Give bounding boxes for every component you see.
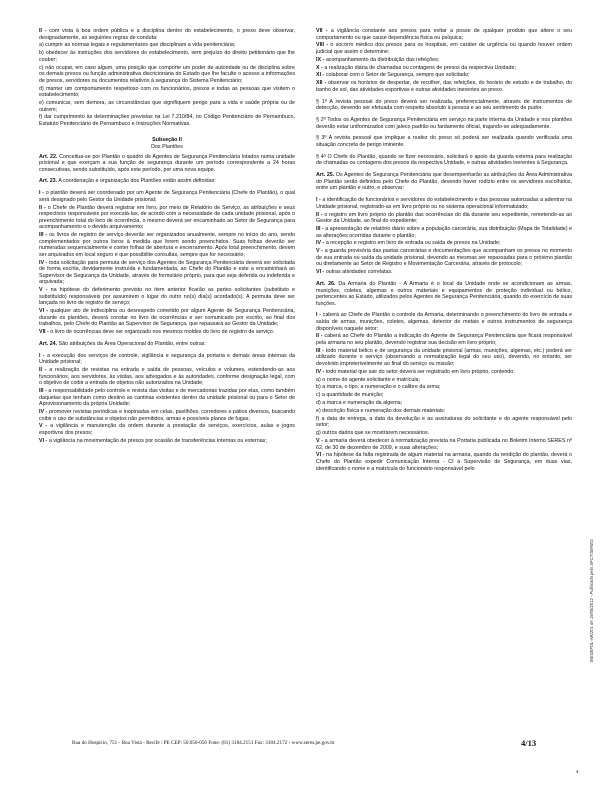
paragraph: d) a marca e numeração da algema; [316,400,403,407]
paragraph: f) a data de entrega, a data da devolução e as assinaturas do solicitante e do agente responsável pelo setor; [316,415,572,429]
paragraph: V - a armaria deverá obedecer à normatização prevista na Portaria publicada no Boletim Interno SERES nº 62, de 30 de dezembro de 2009, e suas alterações; [316,438,572,451]
side-annotation: BIESEFOL-AR/201 de 19/08/2012 - Publicado pela SPCT/SERES [589,539,594,662]
paragraph: I - caberá ao Chefe de Plantão o controle da Armaria, determinando o preenchimento do livro de entrada e saída de armas, munições, coletes, algemas, detector de metais e outros instrumentos de segurança disponíveis naquele setor; [316,312,572,332]
paragraph: VI - outras atividades correlatas. [316,269,393,276]
subsection-heading [39,137,295,150]
article-23: Art. 23. A coordenação e organização dos Plantões estão assim definidas: [39,178,216,185]
paragraph: g) outros dados que se mostrarem necessários. [316,430,430,437]
article-24: Art. 24. São atribuições da Área Operacional do Plantão, entre outras: [39,340,206,347]
paragraph: II - o Chefe de Plantão deverá registrar em livro, por meio de Relatório de Serviço, as atribuições e seus respectivos responsáveis por executá-las, de acordo com a necessidade de cada unidade prisional, após o preenchimento total do livro de ocorrência, o mesmo deverá ser encaminhado ao Setor de Segurança para acompanhamento e o devido arquivamento; [39,204,296,231]
paragraph: I - o plantão deverá ser coordenado por um Agente de Segurança Penitenciária (Chefe do Plantão), o qual será designado pelo Gestor da Unidade prisional; [39,190,295,203]
paragraph: VIII - o socorro médico dos presos para os hospitais, em caráter de urgência ou quando houver ordem judicial que assim o determine; [316,42,572,55]
paragraph: II - com vista à boa ordem pública e a disciplina dentro do estabelecimento, o preso deve observar, designadamente, as seguintes regras de conduta: [39,28,295,41]
paragraph: V - na hipótese do deferimento previsto no item anterior ficarão as partes solicitantes (substituto e substituído) responsáveis por assumirem o lugar do outro no(s) dia(s) acordado(s). A permuta deve ser lançada no livro de registro de serviço; [39,287,295,307]
paragraph: IV - a recepção e registro em livro de entrada ou saída de presos na Unidade; [316,240,501,247]
paragraph-1: § 1º A revista pessoal do preso deverá ser realizada, preferencialmente, através de instrumentos de detecção, devendo ser efetuada com respeito absoluto à pessoa e ao seu sentimento de pudor. [316,98,572,112]
paragraph: IX - acompanhamento da distribuição das refeições; [316,56,440,63]
paragraph-2: § 2º Todos os Agentes de Segurança Penitenciária em serviço na parte interna da Unidade e nos plantões deverão estar uniformizados com jaleco padrão ou fardamento oficial, trajando-se adequadamente. [316,117,572,130]
article-26: Art. 26. Da Armaria do Plantão - A Armaria é o local da Unidade onde se acondicionam as armas, munições, coletes, algemas e outros materiais e equipamentos de proteção individual ou bélico, pertencentes ao Estado, utilizados pelos Agentes de Segurança Penitenciária, quando do exercício de suas funções. [316,281,572,307]
paragraph: VI - a vigilância na movimentação de presos por ocasião de transferências internas ou externas; [39,437,267,444]
paragraph: f) dar cumprimento às determinações previstas na Lei 7.210/84, no Código Penitenciário de Pernambuco, Estatuto Penitenciário de Pernambuco e Instruções Normativas. [39,114,295,127]
paragraph: V - a guarda provisória das pastas carcerárias e documentações que acompanham os presos no momento de sua entrada ou saída da unidade prisional, devendo as mesmas ser repassadas para o próximo plantão ou diretamente ao Setor de Registro e Movimentação Carcerária, através de protocolo; [316,248,572,268]
sheet-number: 4 [576,769,579,774]
paragraph: VII - o livro de ocorrências deve ser organizado nos mesmos moldes do livro de registro de serviço. [39,329,275,336]
right-column [316,28,572,473]
paragraph: III - todo material bélico e de segurança da unidade prisional (armas, munições, algemas, etc.) poderá ser utilizado durante o serviço (observando a normatização legal do seu uso), devendo, no entanto, ser devolvido impreterivelmente ao final do serviço ou missão; [316,347,573,367]
paragraph: IV - promover revistas periódicas e inopinadas em celas, pavilhões, corredores e pátios diversos, buscando coibir o uso de substâncias e objetos não permitidos, armas e possíveis planos de fugas; [39,408,295,422]
paragraph: b) obedecer às instruções dos servidores do estabelecimento, sem prejuízo do direito petitionário que lhe couber; [39,50,295,63]
paragraph: b) a marca, o tipo, a numeração e o calibre da arma; [316,384,441,391]
paragraph: a) cumprir as normas legais e regulamentares que disciplinam a vida penitenciária; [39,42,236,49]
paragraph: c) não ocupar, em caso algum, uma posição que comporte um poder de autoridade ou de disciplina sobre os demais presos ou função administrativa discricionária do Estado que lhe faculte o acesso a informações de presos, servidores ou documentos relativos à segurança do Sistema Penitenciário; [39,64,295,84]
paragraph: VII - a vigilância constante aos presos para evitar a posse de qualquer produto que altere o seu comportamento ou que cause dependência física ou psíquica; [316,28,572,41]
paragraph: c) a quantidade de munição; [316,392,384,399]
paragraph: IV - todo material que sair do setor deverá ser registrado em livro próprio, contendo: [316,368,515,375]
paragraph: II - caberá ao Chefe do Plantão a indicação do Agente de Segurança Penitenciária que ficará responsável pela armaria no seu plantão, devendo registrar sua decisão em livro próprio; [316,333,573,346]
article-25: Art. 25. Os Agentes de Segurança Penitenciária que desempenharão as atribuições da Área Administrativa do Plantão serão definidos pelo Chefe do Plantão, devendo haver rodízio entre os servidores escolhidos, entre um plantão e outro, e observar: [316,172,572,192]
paragraph: V - a vigilância e manutenção da ordem durante a prestação de serviços, exercícios, aulas e jogos esportivos dos presos; [39,423,295,436]
article-22: Art. 22. Conceitua-se por Plantão o quadro de Agentes de Segurança Penitenciária lotados numa unidade prisional e que exerçam a sua função de segurança durante um período correspondente a 24 horas consecutivas, sendo substituído, após este período, por uma nova equipe. [39,153,295,173]
paragraph: XII - observar os horários de despertar, de recolher, das refeições, do horário de estudo e de trabalho, do banho de sol, das atividades esportivas e outras atividades inerentes ao preso. [316,80,572,93]
paragraph: II - o registro em livro próprio do plantão das ocorrências do dia durante seu expediente, remetendo-as ao Gestor da Unidade, ao final do expediente; [316,211,572,225]
paragraph: III - a apresentação de relatório diário sobre a população carcerária, sua distribuição (Mapa de Totalidade) e as alterações ocorridas durante o plantão; [316,225,572,239]
paragraph: III - a responsabilidade pelo controle e revista das visitas e de mercadorias trazidas por elas, como também daquelas que tenham como destino as cantinas existentes dentro da unidade prisional ou para o Setor de Aprovisionamento da própria Unidade; [39,388,296,408]
page-number: 4/13 [521,738,537,748]
paragraph: XI - colaborar com o Setor de Segurança, sempre que solicitado; [316,72,470,79]
paragraph: e) comunicar, sem demora, as circunstâncias que signifiquem perigo para a vida e saúde própria ou de outrem; [39,99,295,113]
subsection-subtitle: Dos Plantões [151,143,183,150]
paragraph: I - a execução dos serviços de controle, vigilância e segurança da portaria e demais áreas internas da Unidade prisional; [39,352,296,366]
paragraph: I - a identificação de funcionários e servidores do estabelecimento e das pessoas autorizadas a adentrar na Unidade prisional, registrado-as em livro próprio ou no sistema operacional informatizado; [316,197,572,210]
paragraph: VI - na hipótese da falta registrada de algum material na armaria, quando da rendição do plantão, deverá o Chefe do Plantão expedir Comunicação Interna - CI à Supervisão de Segurança, em duas vias, identificando o nome e a matrícula do funcionário responsável pelo [316,452,572,472]
paragraph: e) descrição física e numeração dos demais materiais; [316,407,446,414]
paragraph: VI - qualquer ato de indisciplina ou desrespeito cometido por algum Agente de Segurança Penitenciária, durante os plantões, deverá constar no livro de ocorrências e ser comunicado por escrito, ao final dos trabalhos, pelo Chefe do Plantão ao Supervisor de Segurança, que repassará ao Gestor da Unidade; [39,308,295,328]
paragraph: IV - toda solicitação para permuta de serviço dos Agentes de Segurança Penitenciária deverá ser solicitada de forma escrita, devidamente instruída e fundamentada, ao Chefe do Plantão e este a encaminhará ao Supervisor de Segurança da Unidade, através de formulário próprio, para que seja deferida ou indeferida e arquivada; [39,259,295,286]
subsection-title: Subseção II [152,137,182,144]
footer-address: Rua do Hospício, 751 - Boa Vista - Recife / PE CEP: 50.050-050 Fone: (81) 3184.2151 Fax: 3184.2172 - www.seres.pe.gov.br [72,740,335,746]
paragraph-3: § 3º A revista pessoal que implique a nudez do preso só poderá ser realizada quando verificada uma situação concreta de perigo iminente. [316,135,572,149]
paragraph: X - a realização diária de chamadas ou contagens de presos da respectiva Unidade; [316,64,516,71]
left-column [39,28,295,446]
paragraph: a) o nome do agente solicitante e matrícula; [316,376,420,383]
paragraph: III - os livros de registro de serviço deverão ser organizados anualmente, sempre no início do ano, sendo complementados por outros livros à medida que forem sendo preenchidos. Suas folhas deverão ser numeradas sequencialmente e conter folhas de abertura e encerramento. Após total preenchimento, devem ser arquivados em local seguro e que possibilite consultas, sempre que for necessário; [39,232,296,258]
paragraph-4: § 4º O Chefe do Plantão, quando se fizer necessário, solicitará o apoio da guarda externa para realização de chamadas ou contagens dos presos da respectiva Unidade, e outras atividades inerentes à Segurança. [316,153,572,167]
paragraph: II - a realização de revistas na entrada e saída de pessoas, veículos e volumes, estendendo-as aos funcionários, aos servidores, às visitas, aos advogados e às autoridades, conforme designação legal, com o objetivo de coibir a entrada de objetos não autorizados na Unidade; [39,367,296,387]
paragraph: d) manter um comportamento respeitoso com os funcionários, presos e todas as pessoas que visitem o estabelecimento; [39,85,295,99]
